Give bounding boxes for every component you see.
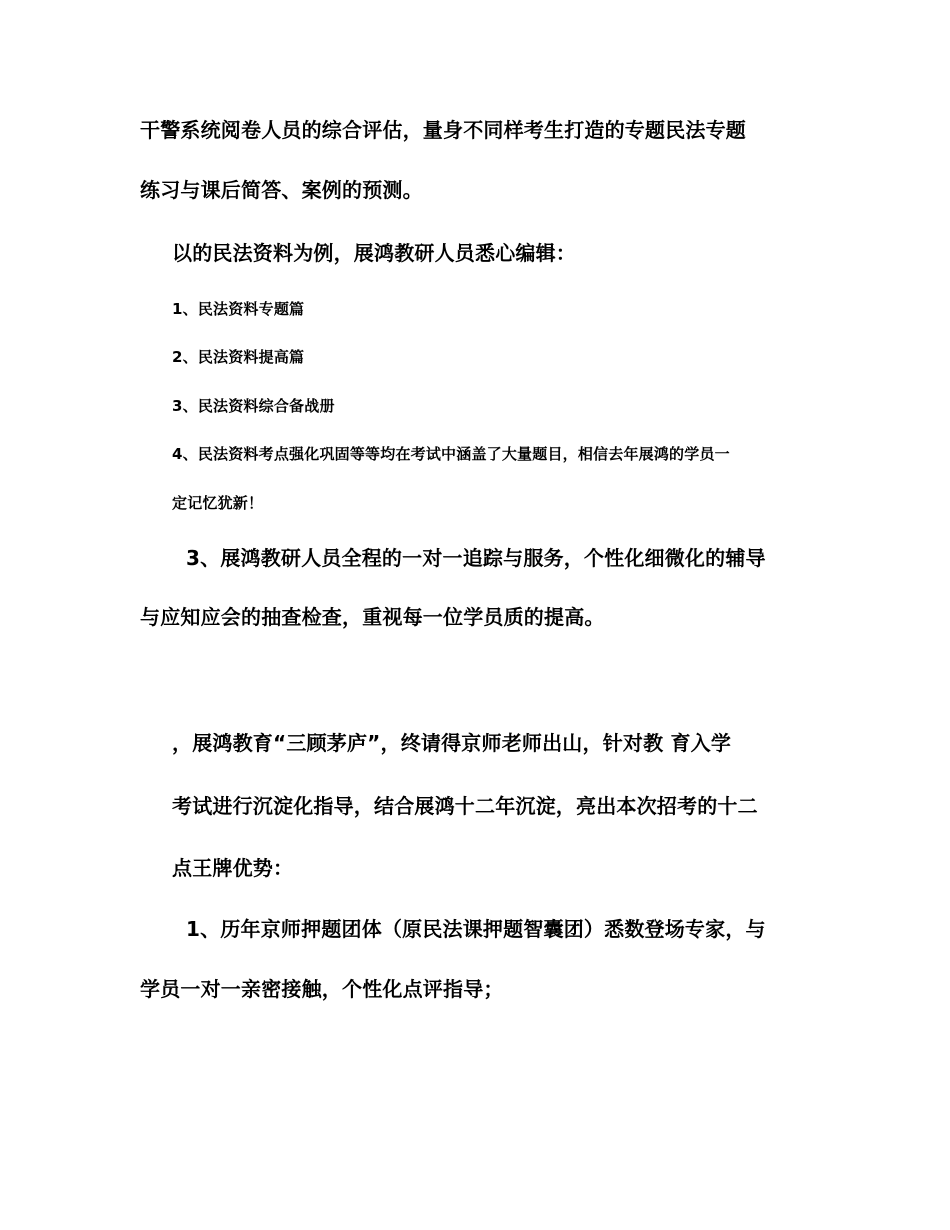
- list-item-3: 3、民法资料综合备战册: [172, 397, 335, 415]
- list-item-4-cont: 定记忆犹新！: [172, 494, 264, 512]
- section-line-3: 点王牌优势：: [172, 856, 294, 880]
- section-line-2: 考试进行沉淀化指导，结合展鸿十二年沉淀，亮出本次招考的十二: [172, 794, 758, 818]
- list-item-1: 1、民法资料专题篇: [172, 300, 305, 318]
- paragraph-line-2: 练习与课后简答、案例的预测。: [140, 178, 423, 202]
- advantage-1-line-1: 1、历年京师押题团体（原民法课押题智囊团）悉数登场专家，与: [186, 917, 766, 941]
- section-line-1: ，展鸿教育“三顾茅庐”，终请得京师老师出山，针对教 育入学: [172, 731, 732, 755]
- point-3-line-2: 与应知应会的抽查检查，重视每一位学员质的提高。: [140, 605, 605, 629]
- paragraph-line-1: 干警系统阅卷人员的综合评估，量身不同样考生打造的专题民法专题: [140, 118, 746, 142]
- list-item-4: 4、民法资料考点强化巩固等等均在考试中涵盖了大量题目，相信去年展鸿的学员一: [172, 445, 730, 463]
- intro-line: 以的民法资料为例，展鸿教研人员悉心编辑：: [172, 241, 576, 265]
- list-item-2: 2、民法资料提高篇: [172, 348, 305, 366]
- point-3-line-1: 3、展鸿教研人员全程的一对一追踪与服务，个性化细微化的辅导: [186, 546, 766, 570]
- advantage-1-line-2: 学员一对一亲密接触，个性化点评指导；: [140, 977, 504, 1001]
